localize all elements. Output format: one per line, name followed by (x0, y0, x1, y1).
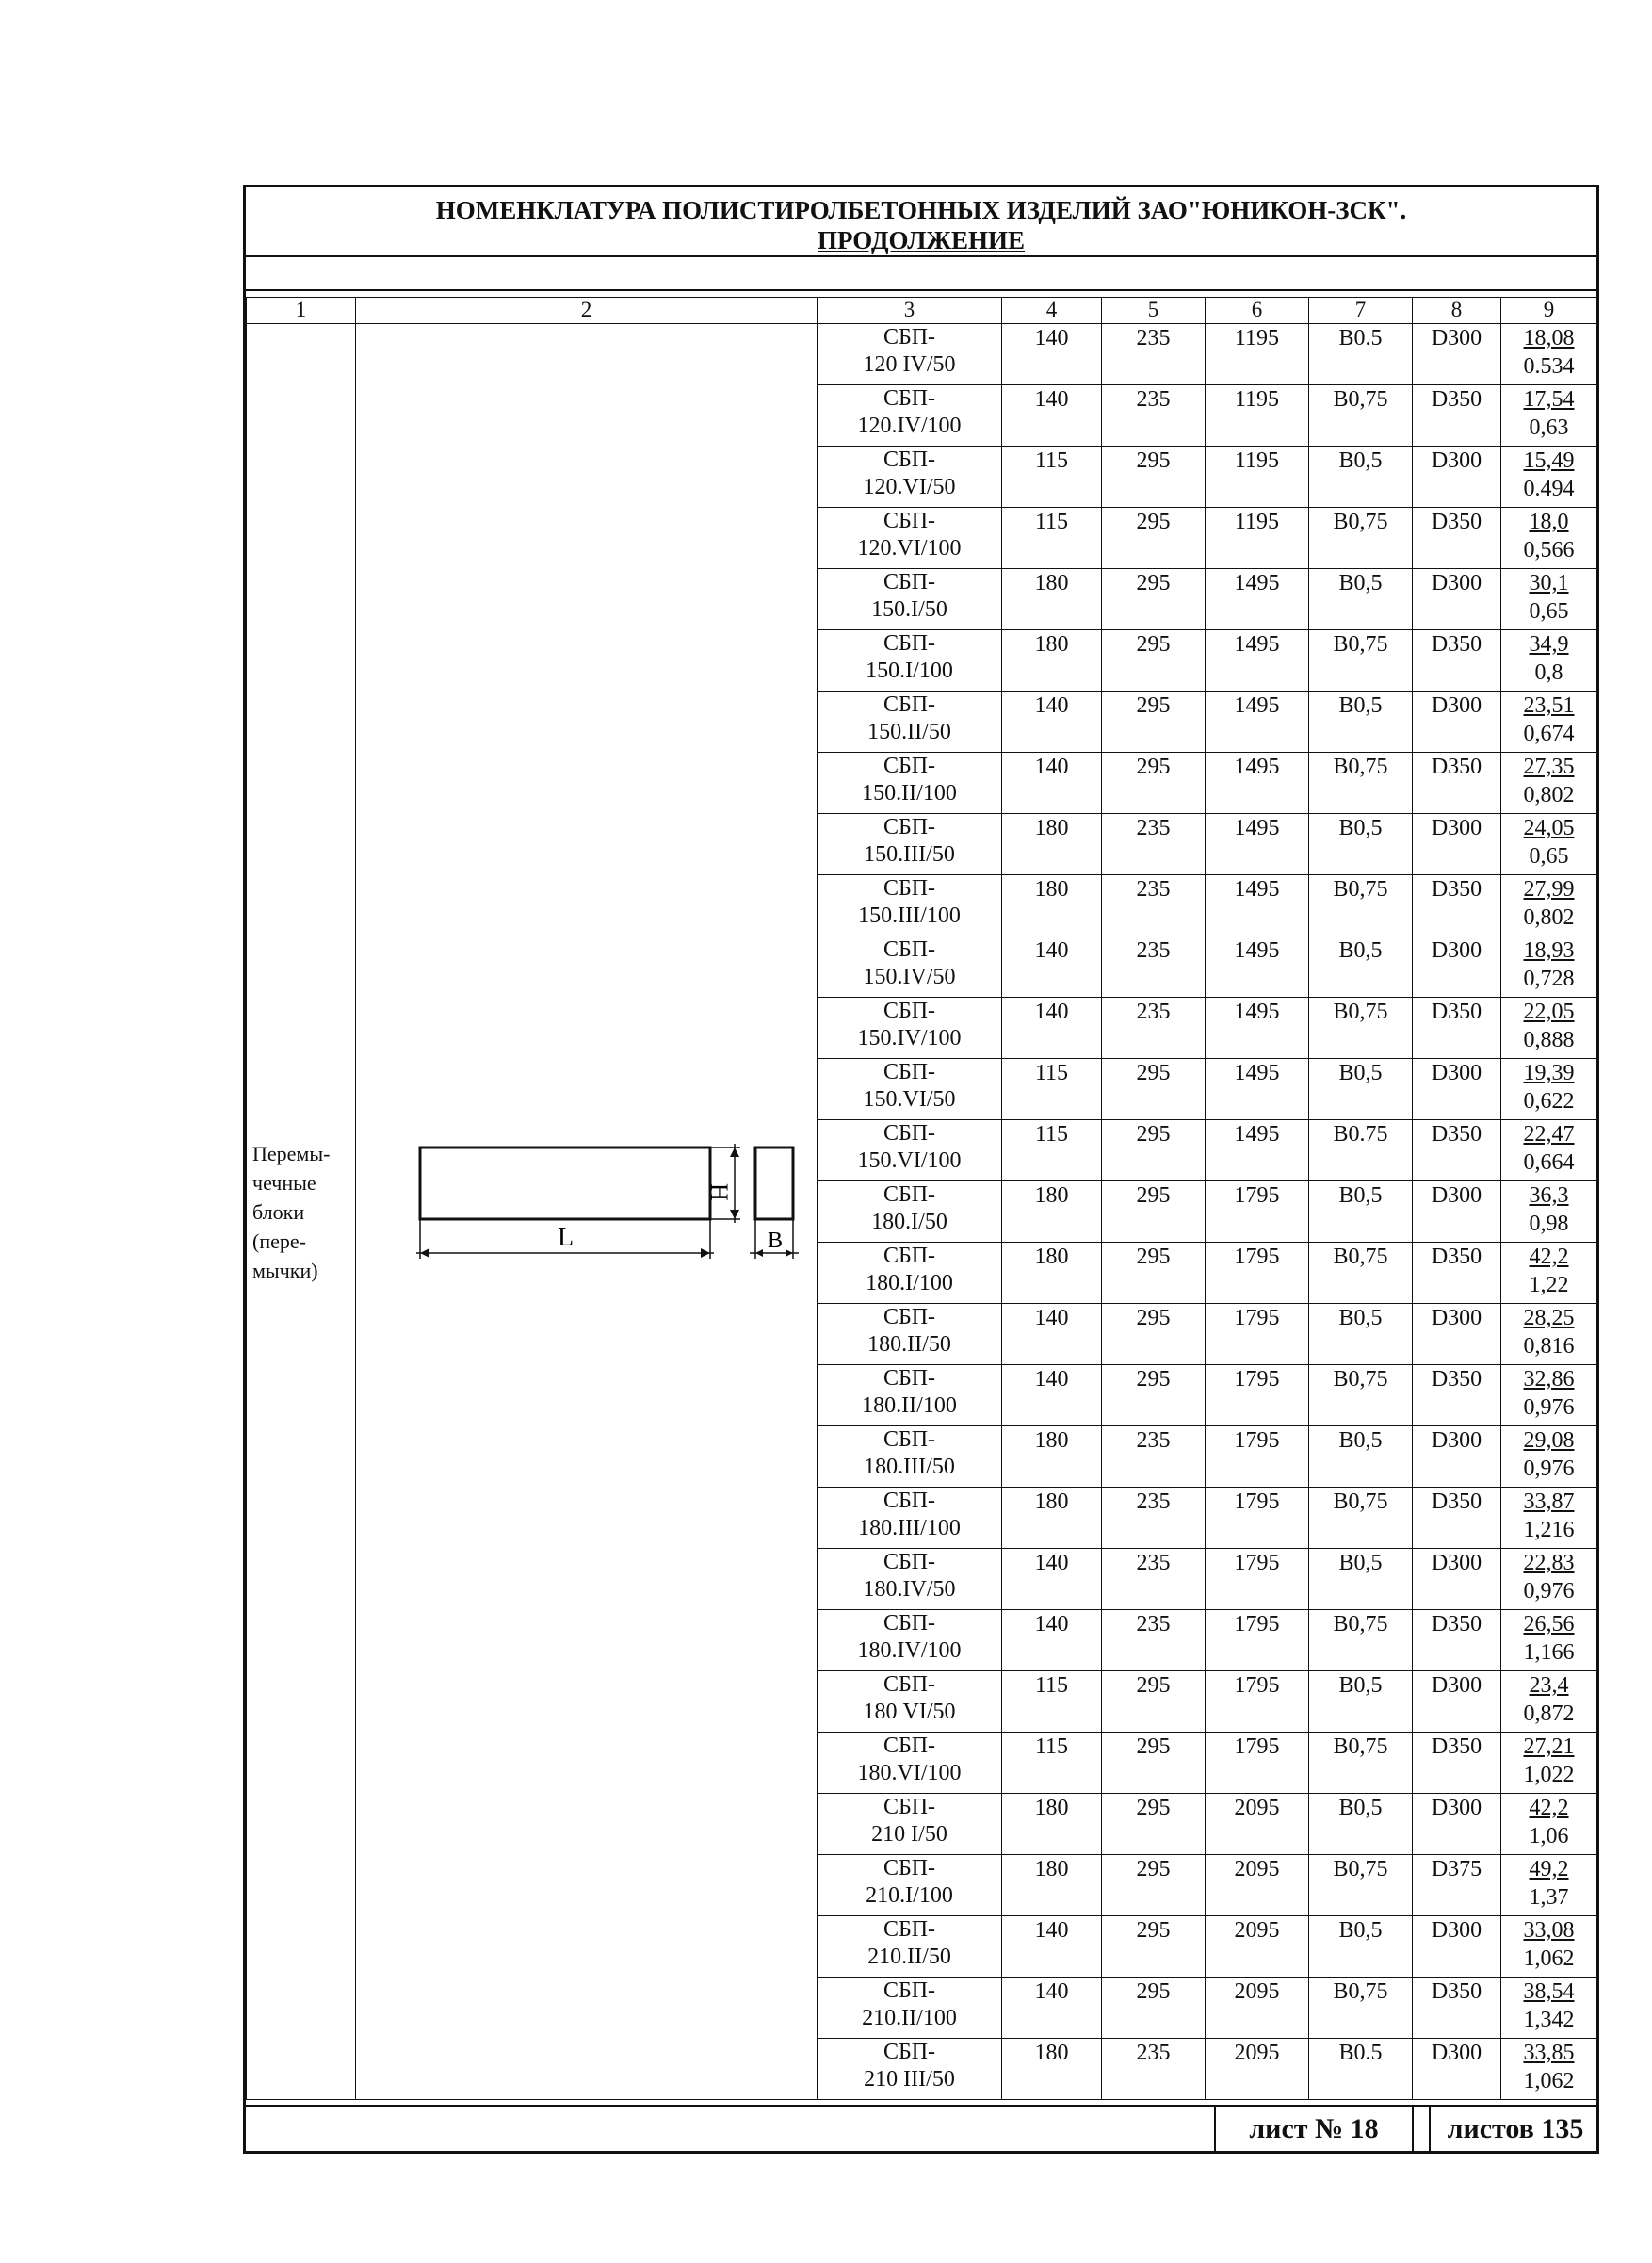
cell-c8: D375 (1413, 1855, 1501, 1916)
mass-value: 27,21 (1523, 1734, 1575, 1759)
cell-c4: 140 (1002, 692, 1102, 753)
cell-c6: 1795 (1206, 1671, 1309, 1733)
column-number: 4 (1002, 298, 1102, 324)
mass-volume-cell (1501, 447, 1597, 508)
cell-c7: В0,75 (1309, 508, 1413, 569)
cell-c8: D350 (1413, 1978, 1501, 2039)
cell-c6: 2095 (1206, 2039, 1309, 2100)
cell-c4: 115 (1002, 1059, 1102, 1120)
cell-c4: 115 (1002, 508, 1102, 569)
mass-volume-cell (1501, 1610, 1597, 1671)
product-mark: СБП- 210 I/50 (818, 1794, 1002, 1855)
cell-c6: 2095 (1206, 1916, 1309, 1978)
header-divider (246, 289, 1596, 291)
mass-value: 15,49 (1523, 448, 1575, 473)
title-line-1: НОМЕНКЛАТУРА ПОЛИСТИРОЛБЕТОННЫХ ИЗДЕЛИЙ ЗАО"ЮНИКОН-ЗСК". (435, 196, 1407, 224)
mass-value: 27,35 (1523, 755, 1575, 779)
cell-c4: 140 (1002, 1978, 1102, 2039)
cell-c8: D300 (1413, 569, 1501, 630)
cell-c6: 1495 (1206, 1120, 1309, 1181)
volume-value: 0,566 (1523, 538, 1575, 562)
cell-c5: 295 (1102, 1365, 1206, 1426)
volume-value: 1,062 (1523, 1946, 1575, 1971)
cell-c6: 1195 (1206, 324, 1309, 385)
cell-c4: 180 (1002, 875, 1102, 936)
mass-value: 22,83 (1523, 1551, 1575, 1575)
cell-c7: В0,5 (1309, 1549, 1413, 1610)
product-mark: СБП- 120.VI/50 (818, 447, 1002, 508)
product-mark: СБП- 180.II/100 (818, 1365, 1002, 1426)
volume-value: 0.494 (1523, 477, 1575, 501)
cell-c7: В0,75 (1309, 1978, 1413, 2039)
mass-value: 33,85 (1523, 2041, 1575, 2065)
volume-value: 0,976 (1523, 1457, 1575, 1481)
product-mark: СБП- 150.III/100 (818, 875, 1002, 936)
volume-value: 1,37 (1529, 1885, 1569, 1910)
cell-c7: В0.5 (1309, 2039, 1413, 2100)
block-drawing-icon (356, 1117, 818, 1306)
product-mark: СБП- 180.II/50 (818, 1304, 1002, 1365)
mass-volume-cell (1501, 1671, 1597, 1733)
cell-c6: 2095 (1206, 1855, 1309, 1916)
cell-c4: 180 (1002, 1181, 1102, 1243)
cell-c6: 1795 (1206, 1426, 1309, 1488)
cell-c8: D350 (1413, 753, 1501, 814)
cell-c7: В0,75 (1309, 753, 1413, 814)
group-label: Перемы- чечные блоки (пере- мычки) (247, 324, 356, 2100)
cell-c7: В0,5 (1309, 1671, 1413, 1733)
cell-c7: В0,75 (1309, 1610, 1413, 1671)
cell-c5: 295 (1102, 1978, 1206, 2039)
cell-c6: 1495 (1206, 753, 1309, 814)
cell-c5: 235 (1102, 324, 1206, 385)
cell-c5: 295 (1102, 1855, 1206, 1916)
volume-value: 0,728 (1523, 967, 1575, 991)
cell-c8: D350 (1413, 998, 1501, 1059)
product-mark: СБП- 150.II/100 (818, 753, 1002, 814)
cell-c5: 295 (1102, 1120, 1206, 1181)
cell-c8: D350 (1413, 1120, 1501, 1181)
cell-c8: D300 (1413, 1181, 1501, 1243)
mass-volume-cell (1501, 1120, 1597, 1181)
product-mark: СБП- 210.II/50 (818, 1916, 1002, 1978)
volume-value: 0,98 (1529, 1212, 1569, 1236)
mass-value: 34,9 (1529, 632, 1569, 657)
cell-c5: 295 (1102, 1916, 1206, 1978)
cell-c6: 1195 (1206, 385, 1309, 447)
mass-volume-cell (1501, 1488, 1597, 1549)
mass-volume-cell (1501, 630, 1597, 692)
cell-c8: D350 (1413, 875, 1501, 936)
cell-c5: 235 (1102, 385, 1206, 447)
cell-c6: 1795 (1206, 1549, 1309, 1610)
l-label: L (558, 1223, 575, 1252)
volume-value: 0,802 (1523, 905, 1575, 930)
cell-c7: В0,75 (1309, 875, 1413, 936)
cell-c6: 1795 (1206, 1610, 1309, 1671)
cell-c8: D300 (1413, 1916, 1501, 1978)
mass-value: 23,51 (1523, 693, 1575, 718)
cell-c4: 140 (1002, 1304, 1102, 1365)
volume-value: 0,816 (1523, 1334, 1575, 1359)
cell-c8: D350 (1413, 1733, 1501, 1794)
cell-c4: 140 (1002, 1916, 1102, 1978)
mass-volume-cell (1501, 753, 1597, 814)
cell-c8: D300 (1413, 1549, 1501, 1610)
mass-value: 30,1 (1529, 571, 1569, 595)
cell-c4: 180 (1002, 630, 1102, 692)
product-mark: СБП- 150.VI/100 (818, 1120, 1002, 1181)
column-number: 6 (1206, 298, 1309, 324)
column-number-row (247, 298, 1597, 324)
cell-c7: В0,5 (1309, 936, 1413, 998)
cell-c7: В0,75 (1309, 1243, 1413, 1304)
product-mark: СБП- 180.IV/100 (818, 1610, 1002, 1671)
cell-c6: 1795 (1206, 1304, 1309, 1365)
cell-c6: 1195 (1206, 508, 1309, 569)
mass-value: 32,86 (1523, 1367, 1575, 1392)
product-mark: СБП- 210.I/100 (818, 1855, 1002, 1916)
mass-volume-cell (1501, 1855, 1597, 1916)
title-divider (246, 255, 1596, 257)
b-label: B (768, 1229, 784, 1253)
mass-value: 18,08 (1523, 326, 1575, 350)
mass-value: 26,56 (1523, 1612, 1575, 1636)
cell-c6: 1195 (1206, 447, 1309, 508)
product-mark: СБП- 150.I/100 (818, 630, 1002, 692)
product-mark: СБП- 150.II/50 (818, 692, 1002, 753)
cell-c5: 235 (1102, 1610, 1206, 1671)
volume-value: 0,8 (1534, 660, 1563, 685)
document-title (246, 187, 1596, 255)
cell-c7: В0,5 (1309, 814, 1413, 875)
cell-c7: В0,75 (1309, 385, 1413, 447)
product-mark: СБП- 180.I/50 (818, 1181, 1002, 1243)
cell-c7: В0,75 (1309, 998, 1413, 1059)
cell-c5: 295 (1102, 1794, 1206, 1855)
product-mark: СБП- 210.II/100 (818, 1978, 1002, 2039)
volume-value: 1,166 (1523, 1640, 1575, 1665)
cell-c6: 1495 (1206, 692, 1309, 753)
product-mark: СБП- 180.IV/50 (818, 1549, 1002, 1610)
cell-c4: 180 (1002, 569, 1102, 630)
cell-c7: В0,5 (1309, 1794, 1413, 1855)
mass-value: 49,2 (1529, 1857, 1569, 1881)
volume-value: 0,976 (1523, 1579, 1575, 1604)
product-mark: СБП- 120.IV/100 (818, 385, 1002, 447)
mass-volume-cell (1501, 1794, 1597, 1855)
mass-value: 28,25 (1523, 1306, 1575, 1330)
product-mark: СБП- 150.IV/50 (818, 936, 1002, 998)
volume-value: 0,664 (1523, 1150, 1575, 1175)
cell-c5: 235 (1102, 2039, 1206, 2100)
nomenclature-table (246, 297, 1597, 2100)
cell-c6: 2095 (1206, 1978, 1309, 2039)
cell-c4: 140 (1002, 324, 1102, 385)
cell-c7: В0,75 (1309, 630, 1413, 692)
mass-value: 24,05 (1523, 816, 1575, 840)
cell-c4: 140 (1002, 1610, 1102, 1671)
mass-volume-cell (1501, 1059, 1597, 1120)
cell-c8: D350 (1413, 1488, 1501, 1549)
cell-c6: 1495 (1206, 814, 1309, 875)
table-body (247, 324, 1597, 2100)
cell-c8: D300 (1413, 814, 1501, 875)
cell-c4: 180 (1002, 2039, 1102, 2100)
cell-c5: 235 (1102, 1488, 1206, 1549)
title-line-2: ПРОДОЛЖЕНИЕ (817, 226, 1026, 254)
cell-c5: 235 (1102, 936, 1206, 998)
product-mark: СБП- 180.I/100 (818, 1243, 1002, 1304)
cell-c7: В0,5 (1309, 1059, 1413, 1120)
cell-c8: D350 (1413, 508, 1501, 569)
cell-c8: D350 (1413, 1610, 1501, 1671)
column-number: 9 (1501, 298, 1597, 324)
cell-c7: В0,75 (1309, 1488, 1413, 1549)
table-row (247, 324, 1597, 385)
cell-c6: 1795 (1206, 1488, 1309, 1549)
cell-c5: 295 (1102, 1671, 1206, 1733)
cell-c7: В0,5 (1309, 1181, 1413, 1243)
volume-value: 0,65 (1529, 844, 1569, 869)
cell-c5: 235 (1102, 1426, 1206, 1488)
column-number: 3 (818, 298, 1002, 324)
sheet-number: лист № 18 (1214, 2107, 1414, 2151)
cell-c4: 140 (1002, 998, 1102, 1059)
mass-value: 22,47 (1523, 1122, 1575, 1147)
cell-c4: 140 (1002, 753, 1102, 814)
cell-c5: 295 (1102, 753, 1206, 814)
cell-c5: 295 (1102, 569, 1206, 630)
cell-c5: 295 (1102, 508, 1206, 569)
cell-c6: 1495 (1206, 630, 1309, 692)
volume-value: 0,65 (1529, 599, 1569, 624)
cell-c7: В0,5 (1309, 1304, 1413, 1365)
mass-value: 27,99 (1523, 877, 1575, 902)
cell-c5: 295 (1102, 1243, 1206, 1304)
mass-value: 33,87 (1523, 1490, 1575, 1514)
cell-c4: 180 (1002, 1243, 1102, 1304)
cell-c6: 1495 (1206, 998, 1309, 1059)
mass-value: 18,0 (1529, 510, 1569, 534)
volume-value: 1,216 (1523, 1518, 1575, 1542)
mass-volume-cell (1501, 936, 1597, 998)
cell-c5: 295 (1102, 1733, 1206, 1794)
cell-c8: D300 (1413, 1304, 1501, 1365)
cell-c7: В0,75 (1309, 1365, 1413, 1426)
document-sheet (243, 185, 1599, 2154)
h-label: H (705, 1183, 733, 1201)
mass-volume-cell (1501, 875, 1597, 936)
volume-value: 1,062 (1523, 2069, 1575, 2093)
volume-value: 1,22 (1529, 1273, 1569, 1297)
cell-c5: 295 (1102, 630, 1206, 692)
volume-value: 1,022 (1523, 1763, 1575, 1787)
cell-c5: 295 (1102, 1304, 1206, 1365)
cell-c6: 1795 (1206, 1365, 1309, 1426)
mass-value: 19,39 (1523, 1061, 1575, 1085)
product-mark: СБП- 120 IV/50 (818, 324, 1002, 385)
cell-c5: 235 (1102, 1549, 1206, 1610)
cell-c8: D300 (1413, 1426, 1501, 1488)
product-mark: СБП- 120.VI/100 (818, 508, 1002, 569)
column-number: 1 (247, 298, 356, 324)
mass-volume-cell (1501, 1733, 1597, 1794)
cell-c7: В0,5 (1309, 569, 1413, 630)
volume-value: 0,63 (1529, 415, 1569, 440)
volume-value: 0,888 (1523, 1028, 1575, 1052)
column-number: 7 (1309, 298, 1413, 324)
cell-c4: 140 (1002, 385, 1102, 447)
mass-volume-cell (1501, 1181, 1597, 1243)
cell-c8: D350 (1413, 1365, 1501, 1426)
product-mark: СБП- 180 VI/50 (818, 1671, 1002, 1733)
mass-volume-cell (1501, 1549, 1597, 1610)
cell-c6: 1495 (1206, 1059, 1309, 1120)
mass-value: 36,3 (1529, 1183, 1569, 1208)
mass-value: 42,2 (1529, 1245, 1569, 1269)
cell-c6: 1795 (1206, 1181, 1309, 1243)
product-mark: СБП- 180.VI/100 (818, 1733, 1002, 1794)
cell-c5: 235 (1102, 998, 1206, 1059)
mass-value: 22,05 (1523, 1000, 1575, 1024)
cell-c7: В0,5 (1309, 447, 1413, 508)
cell-c4: 115 (1002, 1733, 1102, 1794)
cell-c5: 295 (1102, 1181, 1206, 1243)
cell-c8: D300 (1413, 324, 1501, 385)
cell-c6: 1495 (1206, 569, 1309, 630)
cell-c4: 140 (1002, 936, 1102, 998)
cell-c6: 1495 (1206, 875, 1309, 936)
cell-c8: D300 (1413, 447, 1501, 508)
mass-volume-cell (1501, 385, 1597, 447)
cell-c4: 115 (1002, 1120, 1102, 1181)
cell-c4: 115 (1002, 447, 1102, 508)
mass-volume-cell (1501, 508, 1597, 569)
mass-volume-cell (1501, 998, 1597, 1059)
cell-c4: 180 (1002, 1855, 1102, 1916)
cell-c8: D300 (1413, 2039, 1501, 2100)
mass-value: 42,2 (1529, 1796, 1569, 1820)
cell-c8: D300 (1413, 936, 1501, 998)
mass-volume-cell (1501, 569, 1597, 630)
cell-c8: D300 (1413, 1671, 1501, 1733)
mass-volume-cell (1501, 1243, 1597, 1304)
cell-c5: 295 (1102, 1059, 1206, 1120)
cell-c8: D350 (1413, 630, 1501, 692)
cell-c4: 180 (1002, 814, 1102, 875)
volume-value: 0,872 (1523, 1701, 1575, 1726)
cell-c4: 140 (1002, 1549, 1102, 1610)
cell-c8: D350 (1413, 385, 1501, 447)
product-mark: СБП- 150.VI/50 (818, 1059, 1002, 1120)
column-number: 5 (1102, 298, 1206, 324)
volume-value: 0,802 (1523, 783, 1575, 807)
mass-value: 23,4 (1529, 1673, 1569, 1698)
volume-value: 0.534 (1523, 354, 1575, 379)
mass-value: 18,93 (1523, 938, 1575, 963)
cell-c5: 295 (1102, 447, 1206, 508)
cell-c4: 180 (1002, 1794, 1102, 1855)
mass-volume-cell (1501, 1304, 1597, 1365)
volume-value: 1,342 (1523, 2008, 1575, 2032)
footer (246, 2105, 1596, 2151)
mass-volume-cell (1501, 692, 1597, 753)
mass-volume-cell (1501, 814, 1597, 875)
block-sketch-cell (356, 324, 818, 2100)
cell-c8: D350 (1413, 1243, 1501, 1304)
cell-c7: В0.75 (1309, 1120, 1413, 1181)
cell-c6: 1795 (1206, 1733, 1309, 1794)
product-mark: СБП- 180.III/100 (818, 1488, 1002, 1549)
mass-value: 29,08 (1523, 1428, 1575, 1453)
mass-volume-cell (1501, 1426, 1597, 1488)
cell-c4: 180 (1002, 1488, 1102, 1549)
product-mark: СБП- 150.IV/100 (818, 998, 1002, 1059)
mass-volume-cell (1501, 1978, 1597, 2039)
product-mark: СБП- 150.III/50 (818, 814, 1002, 875)
cell-c8: D300 (1413, 692, 1501, 753)
cell-c7: В0,5 (1309, 1426, 1413, 1488)
volume-value: 0,622 (1523, 1089, 1575, 1114)
cell-c7: В0,5 (1309, 692, 1413, 753)
cell-c7: В0,5 (1309, 1916, 1413, 1978)
cell-c4: 140 (1002, 1365, 1102, 1426)
cell-c7: В0.5 (1309, 324, 1413, 385)
mass-value: 17,54 (1523, 387, 1575, 412)
mass-value: 38,54 (1523, 1979, 1575, 2004)
cell-c6: 1495 (1206, 936, 1309, 998)
cell-c6: 1795 (1206, 1243, 1309, 1304)
volume-value: 0,976 (1523, 1395, 1575, 1420)
mass-volume-cell (1501, 1365, 1597, 1426)
column-number: 8 (1413, 298, 1501, 324)
volume-value: 0,674 (1523, 722, 1575, 746)
mass-volume-cell (1501, 324, 1597, 385)
cell-c8: D300 (1413, 1059, 1501, 1120)
product-mark: СБП- 150.I/50 (818, 569, 1002, 630)
cell-c4: 180 (1002, 1426, 1102, 1488)
cell-c7: В0,75 (1309, 1733, 1413, 1794)
volume-value: 1,06 (1529, 1824, 1569, 1848)
cell-c5: 235 (1102, 875, 1206, 936)
cell-c4: 115 (1002, 1671, 1102, 1733)
column-number: 2 (356, 298, 818, 324)
sheets-total: листов 135 (1429, 2107, 1600, 2151)
cell-c8: D300 (1413, 1794, 1501, 1855)
cell-c6: 2095 (1206, 1794, 1309, 1855)
product-mark: СБП- 210 III/50 (818, 2039, 1002, 2100)
cell-c5: 295 (1102, 692, 1206, 753)
mass-value: 33,08 (1523, 1918, 1575, 1943)
mass-volume-cell (1501, 2039, 1597, 2100)
mass-volume-cell (1501, 1916, 1597, 1978)
cell-c5: 235 (1102, 814, 1206, 875)
product-mark: СБП- 180.III/50 (818, 1426, 1002, 1488)
cell-c7: В0,75 (1309, 1855, 1413, 1916)
